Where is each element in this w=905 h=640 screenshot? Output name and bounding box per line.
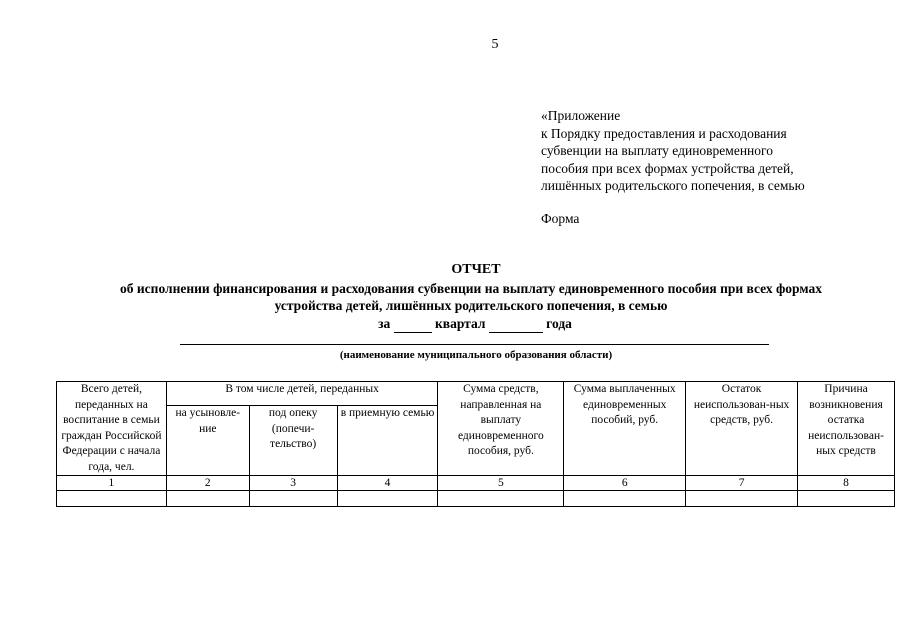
table-cell[interactable] bbox=[166, 491, 249, 507]
appendix-line: к Порядку предоставления и расходования bbox=[541, 125, 787, 141]
period-prefix: за bbox=[378, 316, 391, 331]
header-amount-directed: Сумма средств, направленная на выплату единовременного пособия, руб. bbox=[438, 382, 564, 476]
header-group-transferred: В том числе детей, переданных bbox=[166, 382, 438, 406]
column-number: 3 bbox=[249, 476, 337, 491]
header-remaining: Остаток неиспользован-ных средств, руб. bbox=[686, 382, 798, 476]
appendix-block bbox=[541, 107, 805, 195]
column-number: 2 bbox=[166, 476, 249, 491]
column-number: 7 bbox=[686, 476, 798, 491]
form-label: Форма bbox=[541, 211, 580, 226]
table-cell[interactable] bbox=[57, 491, 167, 507]
table-cell[interactable] bbox=[438, 491, 564, 507]
report-period bbox=[0, 316, 905, 333]
appendix-line: лишённых родительского попечения, в семью bbox=[541, 178, 805, 193]
header-amount-paid: Сумма выплаченных единовременных пособий, руб. bbox=[564, 382, 686, 476]
column-number: 5 bbox=[438, 476, 564, 491]
table-header-row bbox=[57, 382, 895, 406]
year-blank[interactable] bbox=[489, 316, 543, 333]
table-cell[interactable] bbox=[249, 491, 337, 507]
quarter-blank[interactable] bbox=[394, 316, 432, 333]
appendix-line: пособия при всех формах устройства детей, bbox=[541, 160, 794, 176]
municipality-caption: (наименование муниципального образования области) bbox=[339, 349, 613, 361]
page-number: 5 bbox=[491, 37, 499, 52]
table-cell[interactable] bbox=[798, 491, 895, 507]
header-adoption: на усыновле-ние bbox=[166, 406, 249, 476]
table-cell[interactable] bbox=[564, 491, 686, 507]
column-number: 4 bbox=[337, 476, 438, 491]
header-total-children: Всего детей, переданных на воспитание в семьи граждан Российской Федерации с начала года, чел. bbox=[57, 382, 167, 476]
period-middle: квартал bbox=[435, 316, 486, 331]
table-cell[interactable] bbox=[337, 491, 438, 507]
report-title: ОТЧЕТ bbox=[451, 262, 501, 277]
report-subtitle bbox=[40, 280, 902, 314]
appendix-line: субвенции на выплату единовременного bbox=[541, 143, 773, 158]
period-suffix: года bbox=[546, 316, 572, 331]
report-subtitle-line: устройства детей, лишённых родительского попечения, в семью bbox=[274, 298, 668, 313]
table-row bbox=[57, 491, 895, 507]
header-foster-family: в приемную семью bbox=[337, 406, 438, 476]
table-cell[interactable] bbox=[686, 491, 798, 507]
column-number: 6 bbox=[564, 476, 686, 491]
report-table bbox=[56, 381, 895, 507]
report-subtitle-line: об исполнении финансирования и расходования субвенции на выплату единовременного пособия при всех формах bbox=[120, 281, 822, 296]
municipality-line[interactable] bbox=[180, 344, 769, 345]
appendix-line: «Приложение bbox=[541, 108, 621, 123]
header-reason: Причина возникновения остатка неиспользован-ных средств bbox=[798, 382, 895, 476]
column-number: 1 bbox=[57, 476, 167, 491]
header-guardianship: под опеку (попечи-тельство) bbox=[249, 406, 337, 476]
table-number-row bbox=[57, 476, 895, 491]
column-number: 8 bbox=[798, 476, 895, 491]
